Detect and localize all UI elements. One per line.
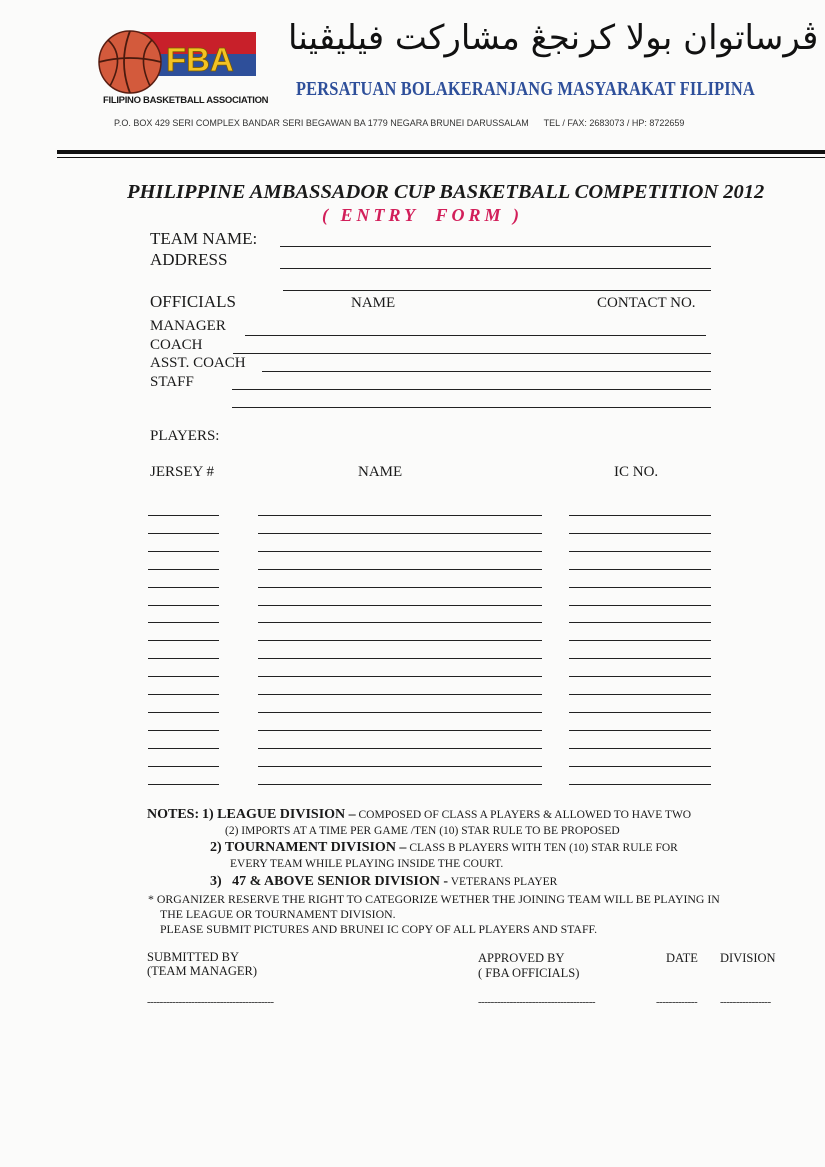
player-name-field[interactable] (258, 748, 542, 749)
jersey-field[interactable] (148, 748, 219, 749)
coach-field[interactable] (233, 353, 711, 354)
organizer-note-cont: THE LEAGUE OR TOURNAMENT DIVISION. (160, 907, 396, 921)
player-name-field[interactable] (258, 605, 542, 606)
submit-note: PLEASE SUBMIT PICTURES AND BRUNEI IC COPY OF ALL PLAYERS AND STAFF. (160, 922, 598, 936)
jersey-field[interactable] (148, 712, 219, 713)
team-name-label: TEAM NAME: (150, 229, 258, 248)
address-field-2[interactable] (283, 290, 711, 291)
ic-field[interactable] (569, 533, 711, 534)
ic-field[interactable] (569, 622, 711, 623)
submitted-signature-line[interactable]: ---------------------------------------- (147, 996, 274, 1008)
note-3 (210, 874, 557, 890)
division-label: DIVISION (720, 951, 776, 965)
jersey-field[interactable] (148, 784, 219, 785)
note-2-head: 2) TOURNAMENT DIVISION – (210, 840, 407, 855)
logo-text: FBA (166, 41, 234, 78)
player-name-field[interactable] (258, 658, 542, 659)
ic-field[interactable] (569, 605, 711, 606)
player-name-field[interactable] (258, 569, 542, 570)
ic-field[interactable] (569, 784, 711, 785)
officials-contact-header: CONTACT NO. (597, 295, 696, 311)
jersey-field[interactable] (148, 533, 219, 534)
staff-field-1[interactable] (232, 389, 711, 390)
jawi-title: ڤرساتوان بولا کرنجڠ مشارکت فيليڤينا (288, 18, 819, 58)
team-manager-label: (TEAM MANAGER) (147, 964, 258, 978)
jersey-field[interactable] (148, 605, 219, 606)
jersey-field[interactable] (148, 658, 219, 659)
manager-field[interactable] (245, 335, 706, 336)
note-2-cont: EVERY TEAM WHILE PLAYING INSIDE THE COURT. (230, 858, 504, 870)
asst-coach-field[interactable] (262, 371, 711, 372)
jersey-field[interactable] (148, 551, 219, 552)
jersey-header: JERSEY # (150, 464, 215, 480)
jersey-field[interactable] (148, 640, 219, 641)
player-name-header: NAME (358, 464, 403, 480)
note-2 (210, 840, 678, 856)
official-staff-label: STAFF (150, 374, 194, 390)
note-1-cont: (2) IMPORTS AT A TIME PER GAME /TEN (10) STAR RULE TO BE PROPOSED (225, 825, 620, 837)
approved-by-label: APPROVED BY (478, 951, 565, 965)
players-label: PLAYERS: (150, 428, 220, 444)
ic-field[interactable] (569, 730, 711, 731)
jersey-field[interactable] (148, 515, 219, 516)
staff-field-2[interactable] (232, 407, 711, 408)
player-name-field[interactable] (258, 622, 542, 623)
ic-field[interactable] (569, 640, 711, 641)
player-name-field[interactable] (258, 730, 542, 731)
officials-name-header: NAME (351, 295, 396, 311)
fba-officials-label: ( FBA OFFICIALS) (478, 966, 580, 980)
note-1-head: 1) LEAGUE DIVISION – (202, 807, 356, 822)
note-1 (147, 807, 691, 823)
player-name-field[interactable] (258, 766, 542, 767)
organizer-note: * ORGANIZER RESERVE THE RIGHT TO CATEGORIZE WETHER THE JOINING TEAM WILL BE PLAYING IN (148, 892, 720, 906)
ic-header: IC NO. (614, 464, 659, 480)
official-manager-label: MANAGER (150, 318, 226, 334)
fba-logo (96, 26, 260, 96)
form-subtitle: ( ENTRY FORM ) (322, 205, 524, 225)
player-name-field[interactable] (258, 712, 542, 713)
approved-signature-line[interactable]: ------------------------------------- (478, 996, 596, 1008)
official-asst-coach-label: ASST. COACH (150, 355, 246, 371)
ic-field[interactable] (569, 587, 711, 588)
submitted-by-label: SUBMITTED BY (147, 950, 240, 964)
ic-field[interactable] (569, 748, 711, 749)
ic-field[interactable] (569, 658, 711, 659)
association-name: PERSATUAN BOLAKERANJANG MASYARAKAT FILIPINA (296, 78, 755, 100)
player-name-field[interactable] (258, 694, 542, 695)
jersey-field[interactable] (148, 730, 219, 731)
note-3-head: 3) 47 & ABOVE SENIOR DIVISION - (210, 874, 449, 889)
jersey-field[interactable] (148, 694, 219, 695)
address-label: ADDRESS (150, 250, 228, 269)
player-name-field[interactable] (258, 640, 542, 641)
player-name-field[interactable] (258, 515, 542, 516)
ic-field[interactable] (569, 551, 711, 552)
address-field-1[interactable] (280, 268, 711, 269)
player-name-field[interactable] (258, 551, 542, 552)
logo-caption: FILIPINO BASKETBALL ASSOCIATION (103, 95, 269, 106)
ic-field[interactable] (569, 569, 711, 570)
player-name-field[interactable] (258, 587, 542, 588)
jersey-field[interactable] (148, 622, 219, 623)
header-rule-thick (57, 150, 825, 154)
team-name-field[interactable] (280, 246, 711, 247)
player-name-field[interactable] (258, 533, 542, 534)
address-line: P.O. BOX 429 SERI COMPLEX BANDAR SERI BEGAWAN BA 1779 NEGARA BRUNEI DARUSSALAM TEL / FAX: 2683073 / HP: 8722659 (114, 118, 685, 128)
jersey-field[interactable] (148, 766, 219, 767)
date-line[interactable]: ------------- (656, 996, 698, 1008)
ic-field[interactable] (569, 676, 711, 677)
ic-field[interactable] (569, 712, 711, 713)
header-rule-thin (57, 157, 825, 158)
form-title: PHILIPPINE AMBASSADOR CUP BASKETBALL COMPETITION 2012 (127, 181, 765, 203)
player-name-field[interactable] (258, 676, 542, 677)
jersey-field[interactable] (148, 569, 219, 570)
player-name-field[interactable] (258, 784, 542, 785)
ic-field[interactable] (569, 766, 711, 767)
official-coach-label: COACH (150, 337, 203, 353)
ic-field[interactable] (569, 694, 711, 695)
note-2-text: CLASS B PLAYERS WITH TEN (10) STAR RULE FOR (409, 842, 678, 854)
note-3-text: VETERANS PLAYER (450, 876, 558, 888)
division-line[interactable]: ---------------- (720, 996, 771, 1008)
officials-label: OFFICIALS (150, 292, 236, 311)
jersey-field[interactable] (148, 587, 219, 588)
ic-field[interactable] (569, 515, 711, 516)
note-1-text: COMPOSED OF CLASS A PLAYERS & ALLOWED TO HAVE TWO (358, 809, 692, 821)
notes-label: NOTES: (147, 807, 200, 822)
jersey-field[interactable] (148, 676, 219, 677)
date-label: DATE (666, 951, 698, 965)
